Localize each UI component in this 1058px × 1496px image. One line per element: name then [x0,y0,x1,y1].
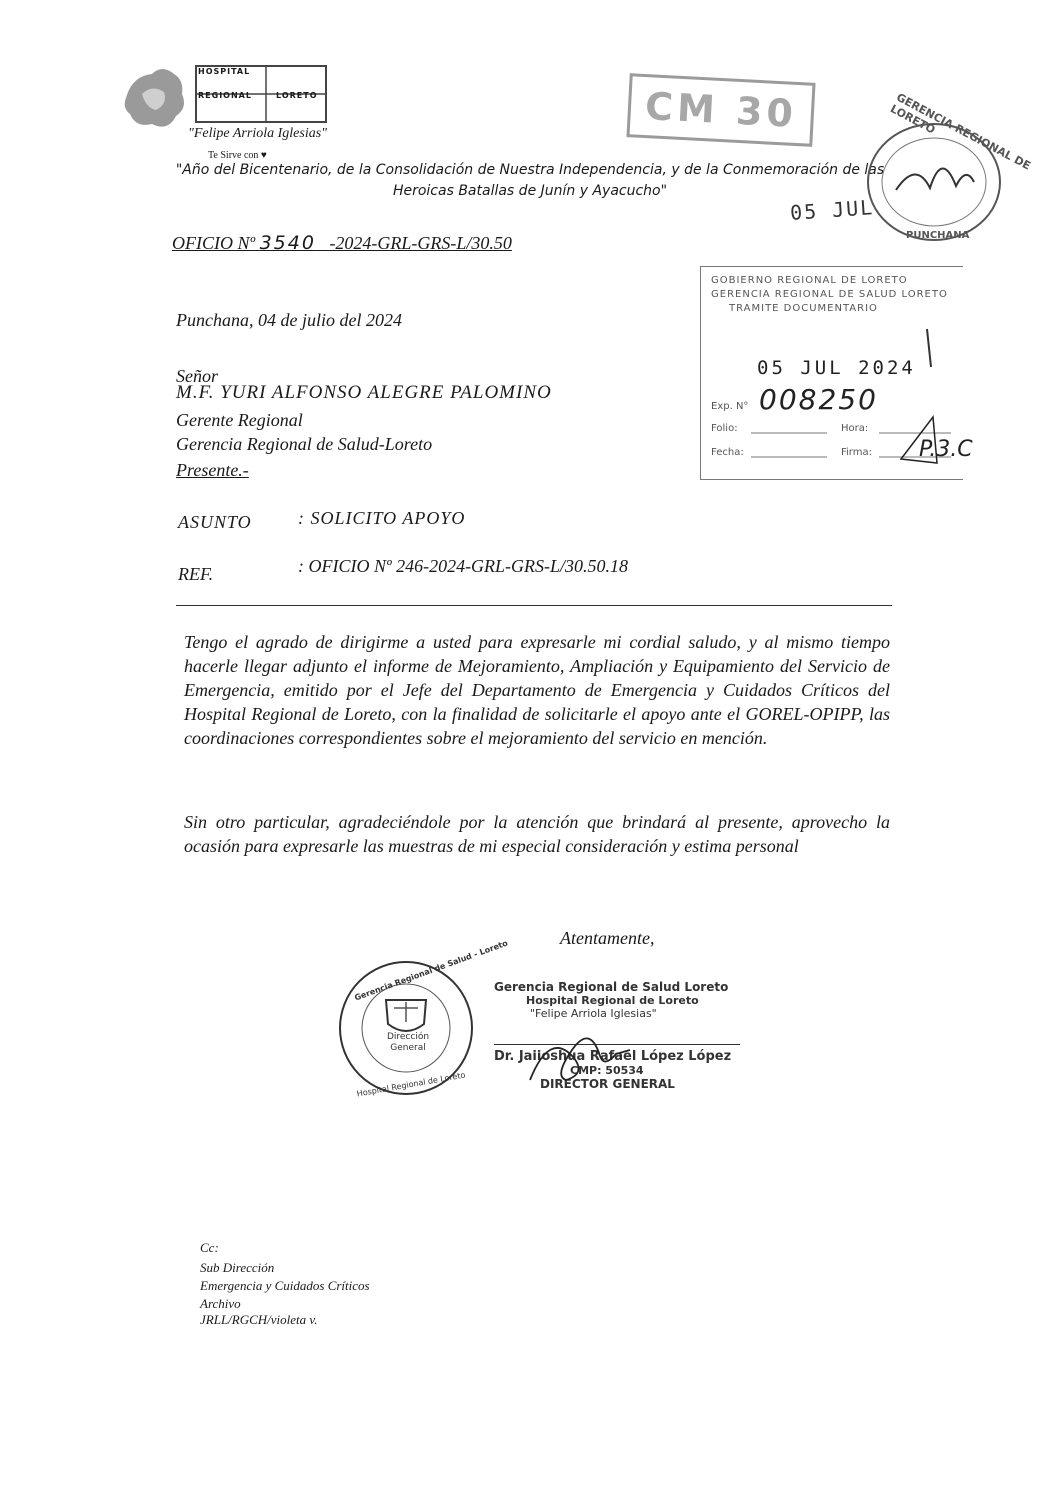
subject-value: : SOLICITO APOYO [298,508,466,528]
recipient-presente: Presente.- [176,460,249,480]
code-stamp: CM 30 [626,73,815,147]
registry-date: 05 JUL 2024 [757,357,916,379]
cc-item: Archivo [200,1296,241,1311]
recipient-title: Señor [176,366,218,386]
cc-item: Sub Dirección [200,1260,275,1275]
round-stamp-bottom: PUNCHANA [906,230,970,241]
subject-label: ASUNTO [178,512,252,532]
recipient-role: Gerente Regional [176,410,303,430]
signature-block: Gerencia Regional de Salud Loreto Hospital Regional de Loreto "Felipe Arriola Iglesias" Dr. Jaiioshua Rafael López López CMP: 50534 DIRECTOR GENERAL [494,980,754,1091]
recipient-name: M.F. YURI ALFONSO ALEGRE PALOMINO [176,382,552,403]
received-date-stamp: 05 JUL [789,195,875,225]
letter-date: Punchana, 04 de julio del 2024 [176,310,402,330]
seal-center: Dirección General [386,1032,430,1053]
recipient-org: Gerencia Regional de Salud-Loreto [176,434,433,454]
hospital-name: "Felipe Arriola Iglesias" [188,126,328,141]
divider [176,605,892,606]
registry-exp-number: 008250 [759,383,878,416]
tagline: Te Sirve con ♥ [208,150,267,161]
handwritten-signature [520,1010,640,1100]
reference-label: REF. [178,564,214,584]
signer-name: Dr. Jaiioshua Rafael López López [494,1044,740,1064]
registry-stamp: GOBIERNO REGIONAL DE LORETO GERENCIA REGIONAL DE SALUD LORETO TRAMITE DOCUMENTARIO 05 JUL 2024 Exp. N° 008250 Folio: Hora: Fecha: Firma: P.3.C [700,266,963,480]
round-stamp-text: GERENCIA REGIONAL DE LORETO [888,90,1033,173]
seal-bottom-text: Hospital Regional de Loreto [356,1070,467,1099]
registry-note: P.3.C [919,437,973,462]
body-paragraph-2: Sin otro particular, agradeciéndole por la atención que brindará al presente, aprovecho la ocasión para expresarle las muestras de mi especial consideración y estima personal [184,812,890,856]
cc-label: Cc: [200,1240,219,1255]
oficio-number: OFICIO Nº 3540 -2024-GRL-GRS-L/30.50 [172,232,512,254]
body-paragraph-1: Tengo el agrado de dirigirme a usted para expresarle mi cordial saludo, y al mismo tiempo hacerle llegar adjunto el informe de Mejoramiento, Ampliación y Equipamiento del Servicio de Emergencia, emitido por el Jefe del Departamento de Emergencia y Cuidados Críticos del Hospital Regional de Loreto, con la finalidad de solicitarle el apoyo ante el GOREL-OPIPP, las coordinaciones correspondientes sobre el mejoramiento del servicio en mención. [184,632,890,748]
seal-outer-text: Gerencia Regional de Salud - Loreto [353,938,509,1003]
cc-item: Emergencia y Cuidados Críticos [200,1278,370,1293]
year-motto: "Año del Bicentenario, de la Consolidación de Nuestra Independencia, y de la Conmemoración de las Heroicas Batallas de Junín y Ayacucho" [175,162,885,199]
cc-item: JRLL/RGCH/violeta v. [200,1312,318,1327]
reference-value: : OFICIO Nº 246-2024-GRL-GRS-L/30.50.18 [298,556,629,576]
heart-icon: ♥ [260,150,267,161]
closing: Atentamente, [560,928,655,948]
